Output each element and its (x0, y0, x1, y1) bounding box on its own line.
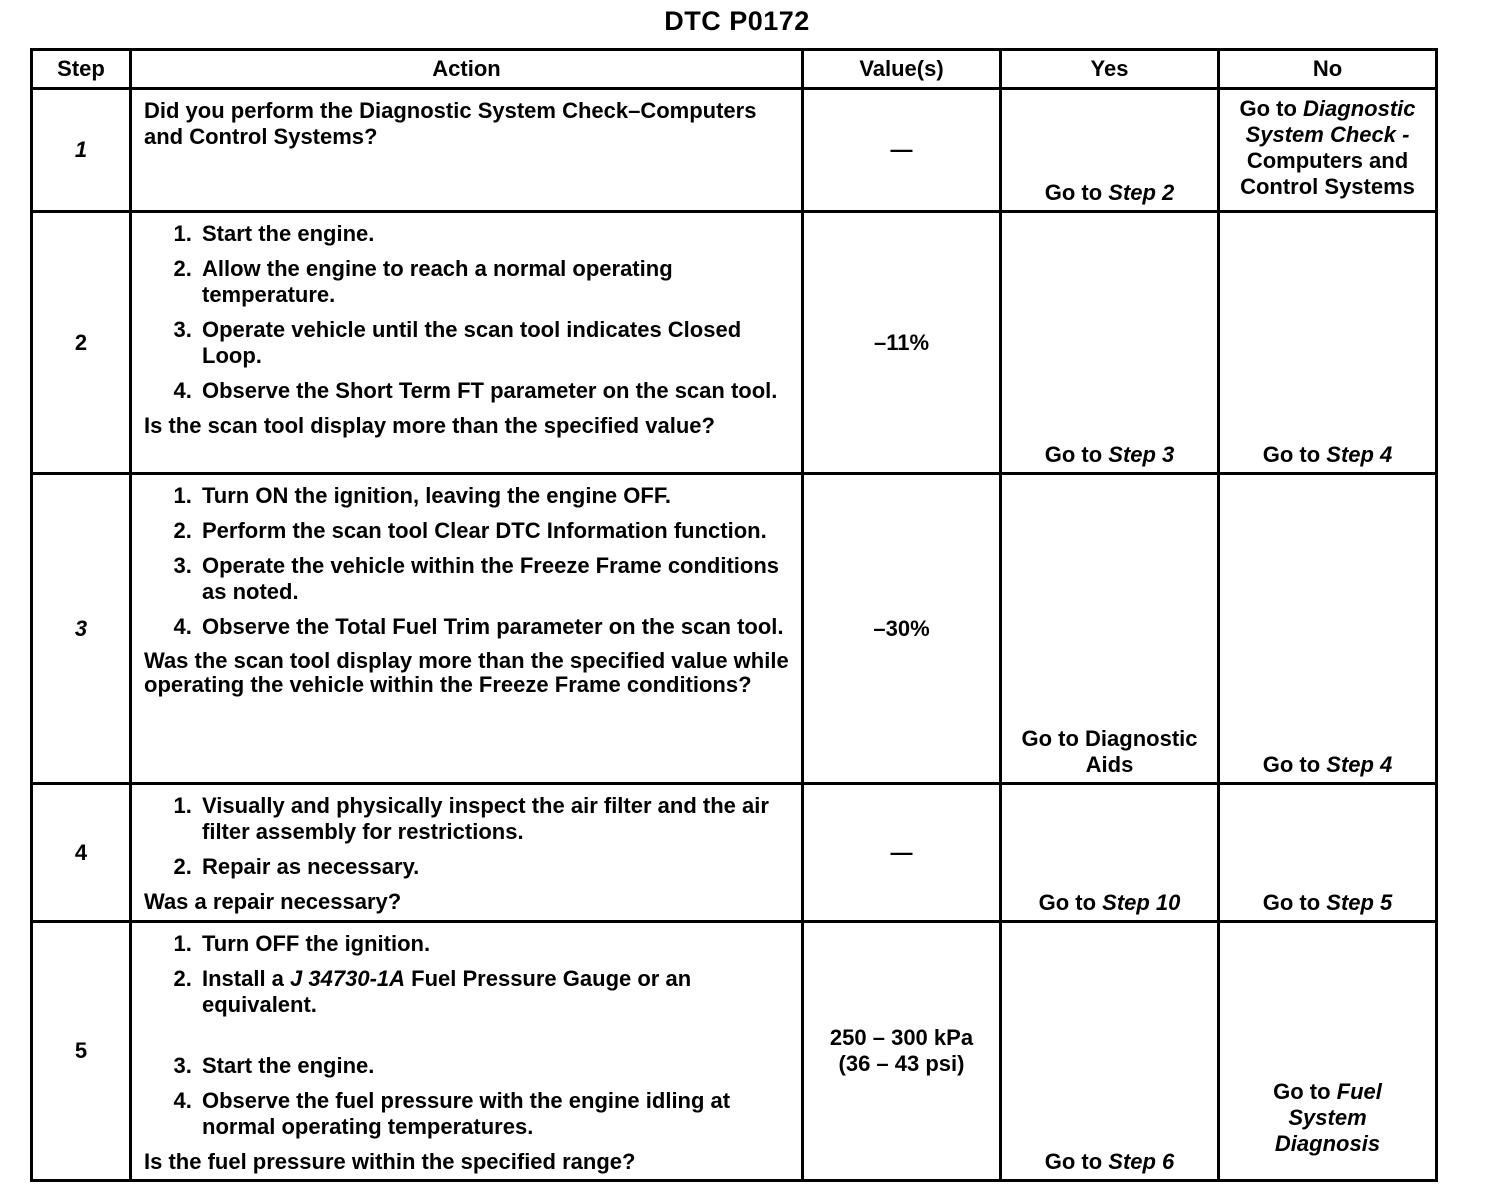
action-steps-list (144, 483, 791, 640)
step-number: 5 (32, 922, 131, 1181)
yes-cell (1001, 784, 1219, 922)
value-cell (803, 922, 1001, 1181)
no-step-link[interactable]: Step 4 (1326, 442, 1393, 467)
yes-step-link[interactable]: Step 2 (1108, 180, 1175, 205)
value-cell: –11% (803, 212, 1001, 474)
list-item: 1. Turn OFF the ignition. (198, 931, 791, 957)
item-text: Install a (202, 966, 284, 991)
list-item: 1. Start the engine. (198, 221, 791, 247)
no-prefix: Go to (1262, 752, 1321, 777)
value-text: — (890, 137, 913, 162)
header-step: Step (32, 50, 131, 89)
list-item: 3. Operate the vehicle within the Freeze Frame conditions as noted. (198, 553, 791, 605)
no-cell (1219, 212, 1437, 474)
no-cell (1219, 89, 1437, 212)
action-cell (131, 89, 803, 212)
no-cell (1219, 784, 1437, 922)
list-item: 4. Observe the fuel pressure with the engine idling at normal operating temperatures. (198, 1088, 791, 1140)
list-item: 1. Turn ON the ignition, leaving the engine OFF. (198, 483, 791, 509)
yes-cell[interactable]: Go to Diagnostic Aids (1001, 474, 1219, 784)
list-item: 4. Observe the Short Term FT parameter on the scan tool. (198, 378, 791, 404)
no-suffix: Computers and Control Systems (1240, 148, 1415, 199)
action-question: Was a repair necessary? (144, 889, 402, 914)
action-steps-list (144, 221, 791, 404)
action-question: Did you perform the Diagnostic System Check–Computers and Control Systems? (144, 98, 757, 149)
yes-cell (1001, 89, 1219, 212)
value-cell (803, 784, 1001, 922)
header-action: Action (131, 50, 803, 89)
value-text: — (890, 839, 913, 865)
list-item: 2. Perform the scan tool Clear DTC Information function. (198, 518, 791, 544)
list-item (198, 966, 791, 1018)
action-question: Was the scan tool display more than the specified value while operating the vehicle within the Freeze Frame conditions? (144, 648, 789, 697)
yes-prefix: Go to (1044, 180, 1103, 205)
dtc-table (30, 48, 1438, 1182)
step-number: 3 (32, 474, 131, 784)
step-number: 1 (32, 89, 131, 212)
value-cell: –30% (803, 474, 1001, 784)
no-cell (1219, 922, 1437, 1181)
action-cell (131, 474, 803, 784)
tool-reference: J 34730-1A (290, 966, 406, 991)
action-question: Is the scan tool display more than the specified value? (144, 413, 715, 438)
list-item: 4. Observe the Total Fuel Trim parameter on the scan tool. (198, 614, 791, 640)
no-step-link[interactable]: Step 4 (1326, 752, 1393, 777)
no-reference-link[interactable]: Diagnostic System Check - (1245, 96, 1416, 147)
yes-step-link[interactable]: Step 10 (1102, 890, 1181, 915)
list-item: 2. Repair as necessary. (198, 854, 791, 880)
value-psi: (36 – 43 psi) (838, 1051, 965, 1076)
yes-cell (1001, 212, 1219, 474)
yes-prefix: Go to (1044, 442, 1103, 467)
list-item: 3. Operate vehicle until the scan tool indicates Closed Loop. (198, 317, 791, 369)
table-row (32, 212, 1437, 474)
yes-cell (1001, 922, 1219, 1181)
action-steps-list (144, 931, 791, 1140)
table-row (32, 784, 1437, 922)
yes-step-link[interactable]: Step 6 (1108, 1149, 1175, 1174)
no-prefix: Go to (1273, 1079, 1331, 1104)
action-question: Is the fuel pressure within the specified range? (144, 1149, 636, 1174)
step-number: 2 (32, 212, 131, 474)
header-yes: Yes (1001, 50, 1219, 89)
yes-prefix: Go to (1044, 1149, 1103, 1174)
no-prefix: Go to (1262, 890, 1321, 915)
header-no: No (1219, 50, 1437, 89)
item-text: Fuel Pressure Gauge or an equivalent. (202, 966, 692, 1017)
value-cell (803, 89, 1001, 212)
table-row (32, 922, 1437, 1181)
table-row (32, 89, 1437, 212)
yes-prefix: Go to (1038, 890, 1097, 915)
header-value: Value(s) (803, 50, 1001, 89)
yes-step-link[interactable]: Step 3 (1108, 442, 1175, 467)
list-item: 3. Start the engine. (198, 1053, 791, 1079)
list-item: 2. Allow the engine to reach a normal operating temperature. (198, 256, 791, 308)
step-number: 4 (32, 784, 131, 922)
no-reference-link[interactable]: Fuel System Diagnosis (1274, 1079, 1382, 1156)
no-cell (1219, 474, 1437, 784)
table-row (32, 474, 1437, 784)
action-cell (131, 784, 803, 922)
no-step-link[interactable]: Step 5 (1326, 890, 1393, 915)
list-item: 1. Visually and physically inspect the air filter and the air filter assembly for restrictions. (198, 793, 791, 845)
value-kpa: 250 – 300 kPa (829, 1025, 974, 1050)
action-cell (131, 922, 803, 1181)
no-prefix: Go to (1239, 96, 1297, 121)
action-cell (131, 212, 803, 474)
no-prefix: Go to (1262, 442, 1321, 467)
page-title: DTC P0172 (664, 6, 810, 36)
table-header-row (32, 50, 1437, 89)
action-steps-list (144, 793, 791, 880)
